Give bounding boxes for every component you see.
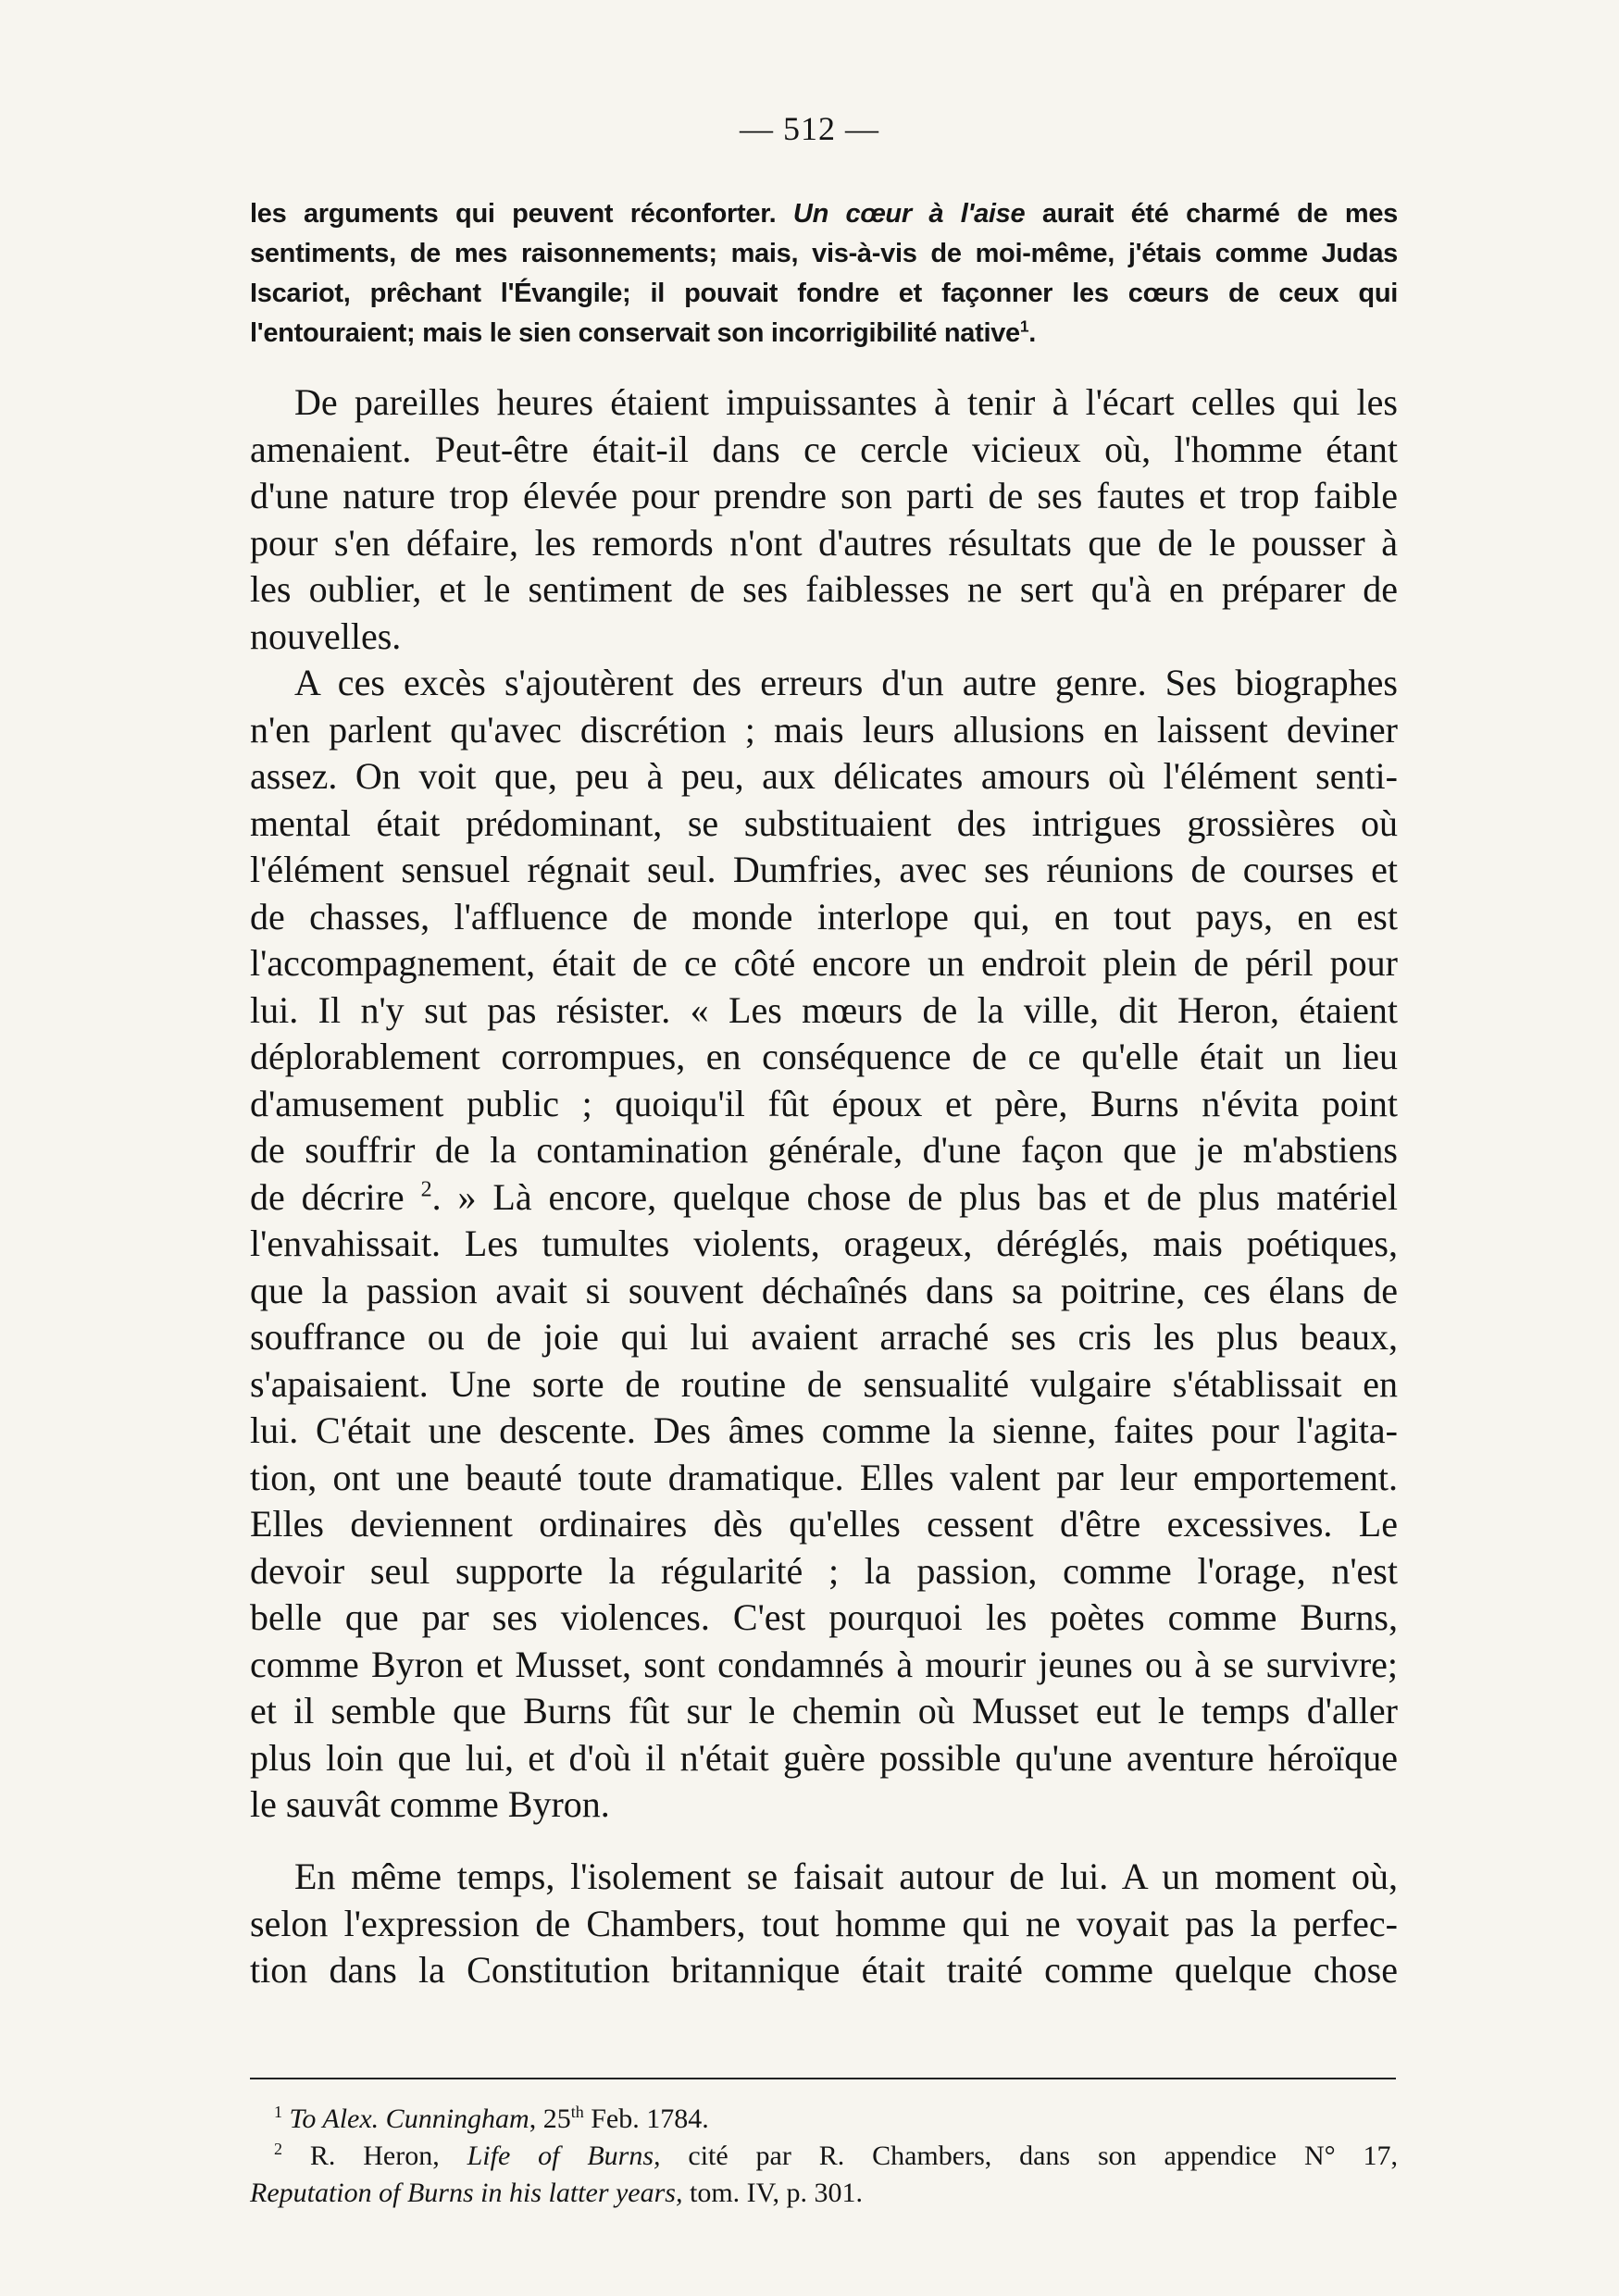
footnote-marker: 1	[1019, 316, 1029, 336]
paragraph-2-line: et il semble que Burns fût sur le chemin où Musset eut le temps d'aller	[250, 1690, 1398, 1731]
page-number: — 512 —	[740, 110, 879, 147]
footnote-italic: To Alex. Cunningham	[289, 2104, 529, 2134]
paragraph-1-line: les oublier, et le sentiment de ses faiblesses ne sert qu'à en préparer de	[250, 568, 1398, 610]
paragraph-1-line: d'une nature trop élevée pour prendre son parti de ses fautes et trop faible	[250, 475, 1398, 516]
paragraph-2-line: l'élément sensuel régnait seul. Dumfries, avec ses réunions de courses et	[250, 849, 1398, 890]
text-segment: . » Là encore, quelque chose de plus bas et de plus matériel	[431, 1175, 1398, 1218]
paragraph-2-line: A ces excès s'ajoutèrent des erreurs d'un autre genre. Ses biographes	[294, 662, 1398, 703]
text-segment: Feb. 1784.	[583, 2104, 709, 2134]
text-line: sentiments, de mes raisonnements; mais, vis-à-vis de moi-même, j'étais comme Judas	[250, 239, 1398, 268]
text-segment: R. Heron,	[282, 2141, 467, 2171]
paragraph-1-line: pour s'en défaire, les remords n'ont d'autres résultats que de le pousser à	[250, 521, 1398, 564]
footnote-marker: 2	[274, 2140, 282, 2158]
paragraph-2-line: de chasses, l'affluence de monde interlope qui, en tout pays, en est	[250, 895, 1398, 937]
paragraph-3-line: En même temps, l'isolement se faisait autour de lui. A un moment où,	[294, 1855, 1398, 1897]
paragraph-2-line: belle que par ses violences. C'est pourquoi les poètes comme Burns,	[250, 1596, 1398, 1638]
paragraph-3-line: tion dans la Constitution britannique était traité comme quelque chose	[250, 1949, 1398, 1991]
paragraph-2-line: mental était prédominant, se substituaient des intrigues grossières où	[250, 801, 1398, 844]
superscript: th	[570, 2103, 584, 2121]
body-text-continued	[250, 1854, 1398, 1994]
text-segment: .	[1028, 318, 1036, 348]
footnote-2	[250, 2138, 1398, 2175]
paragraph-2-line: l'accompagnement, était de ce côté encore un endroit plein de péril pour	[250, 942, 1398, 984]
paragraph-2-line: l'envahissait. Les tumultes violents, orageux, déréglés, mais poétiques,	[250, 1222, 1398, 1264]
text-segment: l'entouraient; mais le sien conservait son incorrigibilité native	[250, 318, 1020, 348]
paragraph-2-line	[250, 1174, 1398, 1222]
paragraph-2-line: s'apaisaient. Une sorte de routine de sensualité vulgaire s'établissait en	[250, 1362, 1398, 1405]
body-text	[250, 379, 1398, 1829]
footnote-marker: 1	[274, 2103, 282, 2121]
text-line	[250, 194, 1398, 234]
paragraph-2-line: lui. Il n'y sut pas résister. « Les mœurs de la ville, dit Heron, étaient	[250, 988, 1398, 1031]
footnote-italic: Reputation of Burns in his latter years,	[250, 2178, 683, 2208]
paragraph-1-line: nouvelles.	[250, 614, 402, 657]
text-line	[250, 314, 1398, 354]
footnotes	[250, 2101, 1398, 2212]
paragraph-2-line: comme Byron et Musset, sont condamnés à mourir jeunes ou à se survivre;	[250, 1643, 1398, 1685]
paragraph-2-line: devoir seul supporte la régularité ; la passion, comme l'orage, n'est	[250, 1549, 1398, 1592]
paragraph-3-line: selon l'expression de Chambers, tout homme qui ne voyait pas la perfec-	[250, 1902, 1398, 1944]
paragraph-2-line: tion, ont une beauté toute dramatique. Elles valent par leur emportement.	[250, 1456, 1398, 1498]
text-segment: aurait été charmé de mes	[1025, 199, 1398, 229]
footnote-1	[250, 2101, 1398, 2138]
paragraph-2-line: souffrance ou de joie qui lui avaient arraché ses cris les plus beaux,	[250, 1316, 1398, 1358]
paragraph-1-line: amenaient. Peut-être était-il dans ce cercle vicieux où, l'homme étant	[250, 428, 1398, 470]
paragraph-2-line: n'en parlent qu'avec discrétion ; mais leurs allusions en laissent deviner	[250, 708, 1398, 751]
footnote-marker: 2	[420, 1177, 432, 1202]
paragraph-2-line: déplorablement corrompues, en conséquence de ce qu'elle était un lieu	[250, 1036, 1398, 1077]
italic-phrase: Un cœur à l'aise	[792, 199, 1026, 229]
text-segment: de décrire	[250, 1175, 405, 1218]
paragraph-2-line: lui. C'était une descente. Des âmes comme la sienne, faites pour l'agita-	[250, 1409, 1398, 1451]
paragraph-2-line: plus loin que lui, et d'où il n'était guère possible qu'une aventure héroïque	[250, 1736, 1398, 1779]
paragraph-2-line: le sauvât comme Byron.	[250, 1783, 610, 1825]
paragraph-2-line: d'amusement public ; quoiqu'il fût époux et père, Burns n'évita point	[250, 1082, 1398, 1124]
paragraph-2-line: Elles deviennent ordinaires dès qu'elles cessent d'être excessives. Le	[250, 1503, 1398, 1545]
text-segment: cité par R. Chambers, dans son appendice N° 17,	[660, 2141, 1399, 2171]
text-segment: tom. IV, p. 301.	[682, 2178, 863, 2208]
quotation-continuation	[250, 194, 1398, 354]
paragraph-1-line: De pareilles heures étaient impuissantes à tenir à l'écart celles qui les	[294, 381, 1398, 423]
footnote-divider	[250, 2078, 1396, 2079]
paragraph-2-line: que la passion avait si souvent déchaînés dans sa poitrine, ces élans de	[250, 1269, 1398, 1311]
paragraph-2-line: assez. On voit que, peu à peu, aux délicates amours où l'élément senti-	[250, 755, 1398, 797]
text-segment: les arguments qui peuvent réconforter.	[250, 199, 793, 229]
text-segment: , 25	[529, 2104, 571, 2134]
text-line: Iscariot, prêchant l'Évangile; il pouvait fondre et façonner les cœurs de ceux qui	[250, 279, 1398, 308]
footnote-2-continued	[250, 2175, 1398, 2212]
footnote-italic: Life of Burns,	[467, 2141, 661, 2171]
paragraph-2-line: de souffrir de la contamination générale, d'une façon que je m'abstiens	[250, 1129, 1398, 1171]
